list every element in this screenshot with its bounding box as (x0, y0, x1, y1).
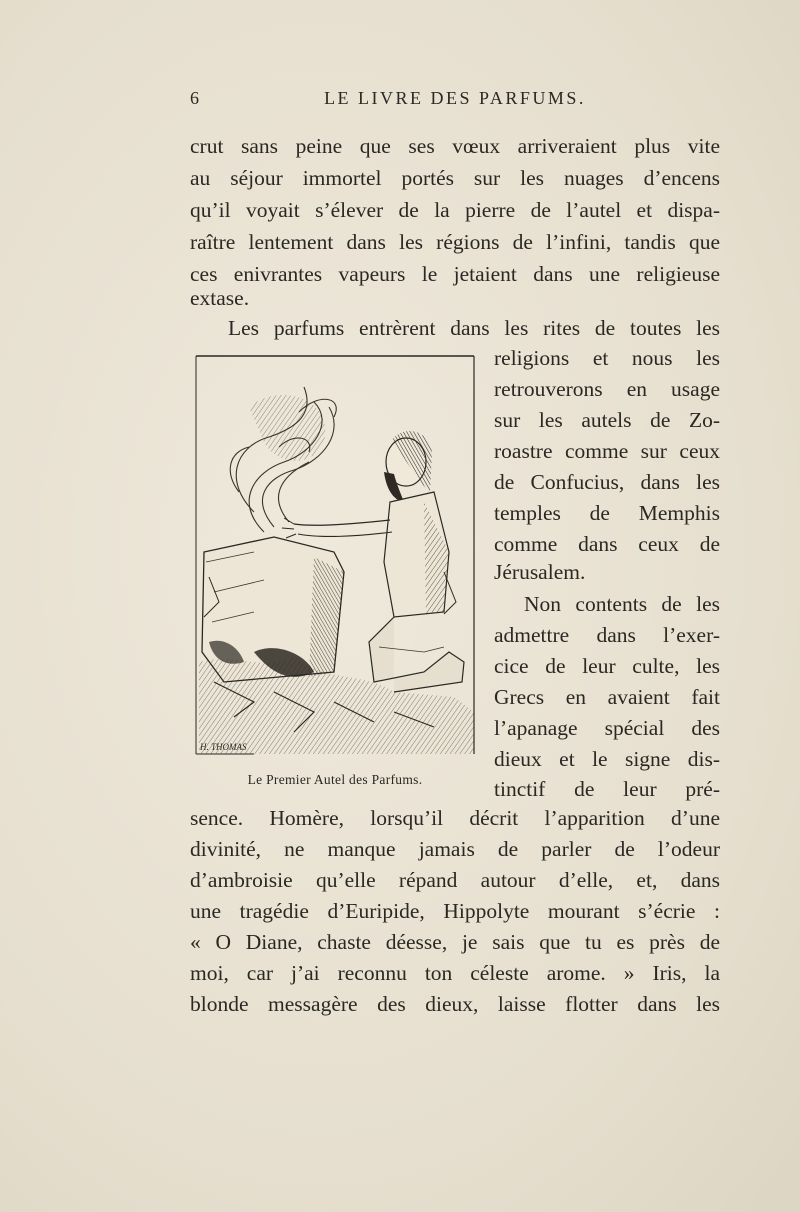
text-line: l’apanage spécial des (494, 716, 720, 740)
text-line: roastre comme sur ceux (494, 439, 720, 463)
running-header (190, 88, 720, 118)
text-line: de Confucius, dans les (494, 470, 720, 494)
text-line: raître lentement dans les régions de l’infini, tandis que (190, 230, 720, 254)
text-line: Non contents de les (524, 592, 720, 616)
text-line: extase. (190, 286, 250, 310)
text-line: d’ambroisie qu’elle répand autour d’elle, et, dans (190, 868, 720, 892)
text-line: une tragédie d’Euripide, Hippolyte mourant s’écrie : (190, 899, 720, 923)
engraving-illustration (194, 352, 476, 762)
text-line: cice de leur culte, les (494, 654, 720, 678)
text-line: Grecs en avaient fait (494, 685, 720, 709)
text-line: comme dans ceux de (494, 532, 720, 556)
text-line: tinctif de leur pré- (494, 777, 720, 801)
text-line: « O Diane, chaste déesse, je sais que tu es près de (190, 930, 720, 954)
text-line: sence. Homère, lorsqu’il décrit l’apparition d’une (190, 806, 720, 830)
text-line: blonde messagère des dieux, laisse flotter dans les (190, 992, 720, 1016)
text-line: au séjour immortel portés sur les nuages d’encens (190, 166, 720, 190)
text-line: dieux et le signe dis- (494, 747, 720, 771)
page-number: 6 (190, 88, 202, 108)
text-line: moi, car j’ai reconnu ton céleste arome. » Iris, la (190, 961, 720, 985)
text-line: religions et nous les (494, 346, 720, 370)
text-line: crut sans peine que ses vœux arriveraient plus vite (190, 134, 720, 158)
figure-caption: Le Premier Autel des Parfums. (247, 772, 423, 787)
text-line: retrouverons en usage (494, 377, 720, 401)
text-line: temples de Memphis (494, 501, 720, 525)
engraver-signature: H. THOMAS (200, 742, 247, 752)
text-line: divinité, ne manque jamais de parler de l’odeur (190, 837, 720, 861)
text-line: admettre dans l’exer- (494, 623, 720, 647)
text-line: sur les autels de Zo- (494, 408, 720, 432)
text-line: ces enivrantes vapeurs le jetaient dans une religieuse (190, 262, 720, 286)
text-line: Jérusalem. (494, 560, 586, 584)
text-line: Les parfums entrèrent dans les rites de toutes les (228, 316, 720, 340)
running-title: LE LIVRE DES PARFUMS. (324, 88, 586, 108)
text-line: qu’il voyait s’élever de la pierre de l’autel et dispa- (190, 198, 720, 222)
